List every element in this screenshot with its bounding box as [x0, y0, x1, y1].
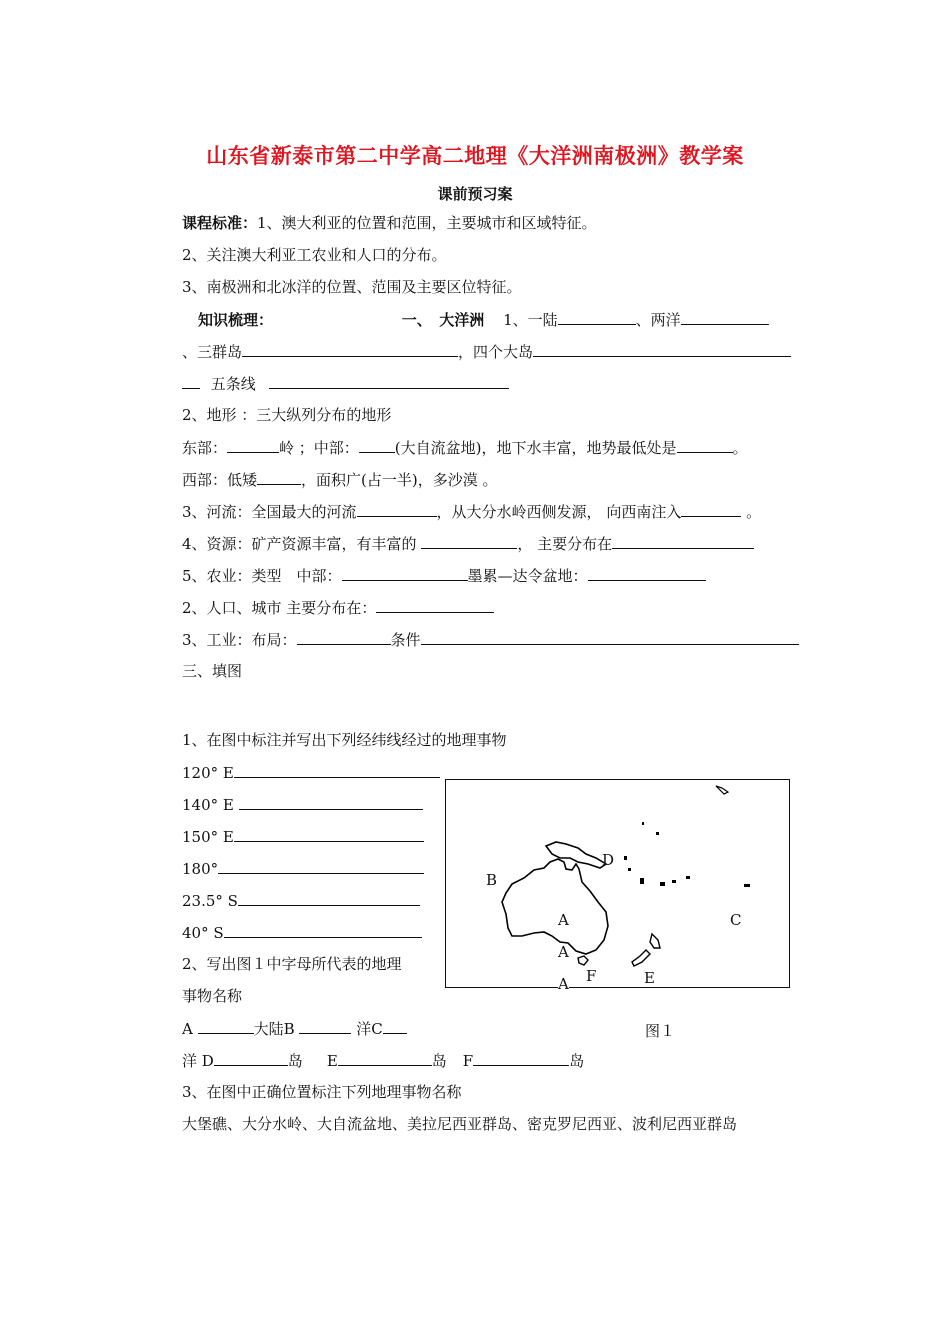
blank-agri-murray[interactable] [588, 565, 706, 581]
map-question-2b: 事物名称 [182, 987, 243, 1005]
standards-line-1 [182, 213, 597, 233]
blank-agri-central[interactable] [342, 565, 468, 581]
knowledge-line-3: 五条线 [182, 373, 509, 394]
map-label-F: F [586, 967, 597, 985]
oceania-map[interactable] [445, 779, 790, 993]
parallel-line-40: 40° S [182, 922, 422, 943]
map-label-C: C [730, 911, 742, 929]
map-question-2a: 2、写出图１中字母所代表的地理 [182, 955, 402, 973]
resources-line: 4、资源：矿产资源丰富，有丰富的 ， 主要分布在 [182, 533, 754, 554]
blank-40s[interactable] [224, 922, 422, 938]
map-label-A1: A [558, 911, 569, 929]
map-question-1: 1、在图中标注并写出下列经纬线经过的地理事物 [182, 731, 507, 749]
blank-resources[interactable] [421, 533, 517, 549]
blank-oceans[interactable] [681, 309, 769, 325]
blank-river[interactable] [357, 501, 437, 517]
blank-23s[interactable] [238, 890, 420, 906]
document-title: 山东省新泰市第二中学高二地理《大洋洲南极洲》教学案 [206, 143, 744, 168]
map-question-3-items: 大堡礁、大分水岭、大自流盆地、美拉尼西亚群岛、密克罗尼西亚、波利尼西亚群岛 [182, 1115, 738, 1133]
answer-line-1: A 大陆B 洋C [182, 1018, 407, 1039]
australia-outline [502, 859, 608, 954]
standards-item-1: 1、澳大利亚的位置和范围，主要城市和区域特征。 [257, 214, 597, 232]
west-line: 西部：低矮 ，面积广(占一半)，多沙漠 。 [182, 471, 498, 489]
east-line: 东部： 岭 ；中部： (大自流盆地)，地下水丰富，地势最低处是 。 [182, 439, 748, 457]
blank-180[interactable] [218, 858, 424, 874]
standards-label: 课程标准： [182, 214, 258, 232]
blank-lowest[interactable] [677, 437, 733, 453]
blank-short[interactable] [182, 373, 200, 389]
blank-150e[interactable] [234, 826, 424, 842]
meridian-line-150: 150° E [182, 826, 424, 847]
figure-caption: 图１ [645, 1022, 676, 1040]
blank-islands[interactable] [242, 341, 458, 357]
section-subtitle: 课前预习案 [437, 185, 513, 203]
blank-west[interactable] [257, 469, 301, 485]
blank-A[interactable] [198, 1018, 254, 1034]
knowledge-label: 知识梳理： [198, 311, 274, 329]
oceania-outline [446, 780, 791, 989]
knowledge-line-1: 知识梳理： 一、 大洋洲 1、一陆 、两洋 [198, 309, 769, 330]
blank-B[interactable] [299, 1018, 351, 1034]
blank-D[interactable] [214, 1050, 288, 1066]
river-line: 3、河流：全国最大的河流 ，从大分水岭西侧发源， 向西南注入 。 [182, 503, 762, 521]
blank-river-mouth[interactable] [681, 501, 741, 517]
island-marks [716, 786, 728, 794]
standards-item-2: 2、关注澳大利亚工农业和人口的分布。 [182, 246, 447, 264]
parallel-line-23: 23.5° S [182, 890, 420, 911]
blank-industry-conditions[interactable] [421, 629, 799, 645]
map-label-A3: A [558, 975, 569, 993]
meridian-line-120: 120° E [182, 762, 440, 783]
knowledge-line-2: 、三群岛 ，四个大岛 [182, 341, 791, 362]
map-label-E: E [644, 969, 655, 987]
blank-east-range[interactable] [227, 437, 279, 453]
standards-item-3: 3、南极洲和北冰洋的位置、范围及主要区位特征。 [182, 278, 522, 296]
map-label-B: B [486, 871, 498, 889]
terrain-line: 2、地形 ：三大纵列分布的地形 [182, 406, 392, 424]
blank-central[interactable] [359, 437, 395, 453]
blank-120e[interactable] [234, 762, 440, 778]
map-label-D: D [602, 851, 615, 869]
blank-140e[interactable] [239, 794, 423, 810]
meridian-line-180: 180° [182, 858, 424, 879]
blank-population[interactable] [376, 597, 494, 613]
blank-continent[interactable] [558, 309, 636, 325]
blank-distribution[interactable] [612, 533, 754, 549]
fill-map-heading: 三、填图 [182, 662, 243, 680]
agriculture-line: 5、农业：类型 中部： 墨累—达令盆地： [182, 565, 706, 586]
population-line: 2、人口、城市 主要分布在： [182, 597, 494, 618]
blank-industry-layout[interactable] [297, 629, 391, 645]
tasmania-outline [578, 956, 588, 965]
section-heading: 一、 大洋洲 [401, 311, 485, 329]
blank-big-islands[interactable] [533, 341, 791, 357]
blank-C[interactable] [383, 1018, 407, 1034]
industry-line: 3、工业：布局： 条件 [182, 629, 799, 650]
meridian-line-140: 140° E [182, 794, 423, 815]
blank-E[interactable] [338, 1050, 432, 1066]
blank-F[interactable] [473, 1050, 569, 1066]
map-label-A2: A [558, 943, 569, 961]
answer-line-2: 洋 D 岛 E 岛 F 岛 [182, 1052, 585, 1070]
nz-south-island [632, 950, 650, 966]
map-question-3: 3、在图中正确位置标注下列地理事物名称 [182, 1083, 462, 1101]
nz-north-island [650, 934, 660, 948]
blank-five-lines[interactable] [269, 373, 509, 389]
